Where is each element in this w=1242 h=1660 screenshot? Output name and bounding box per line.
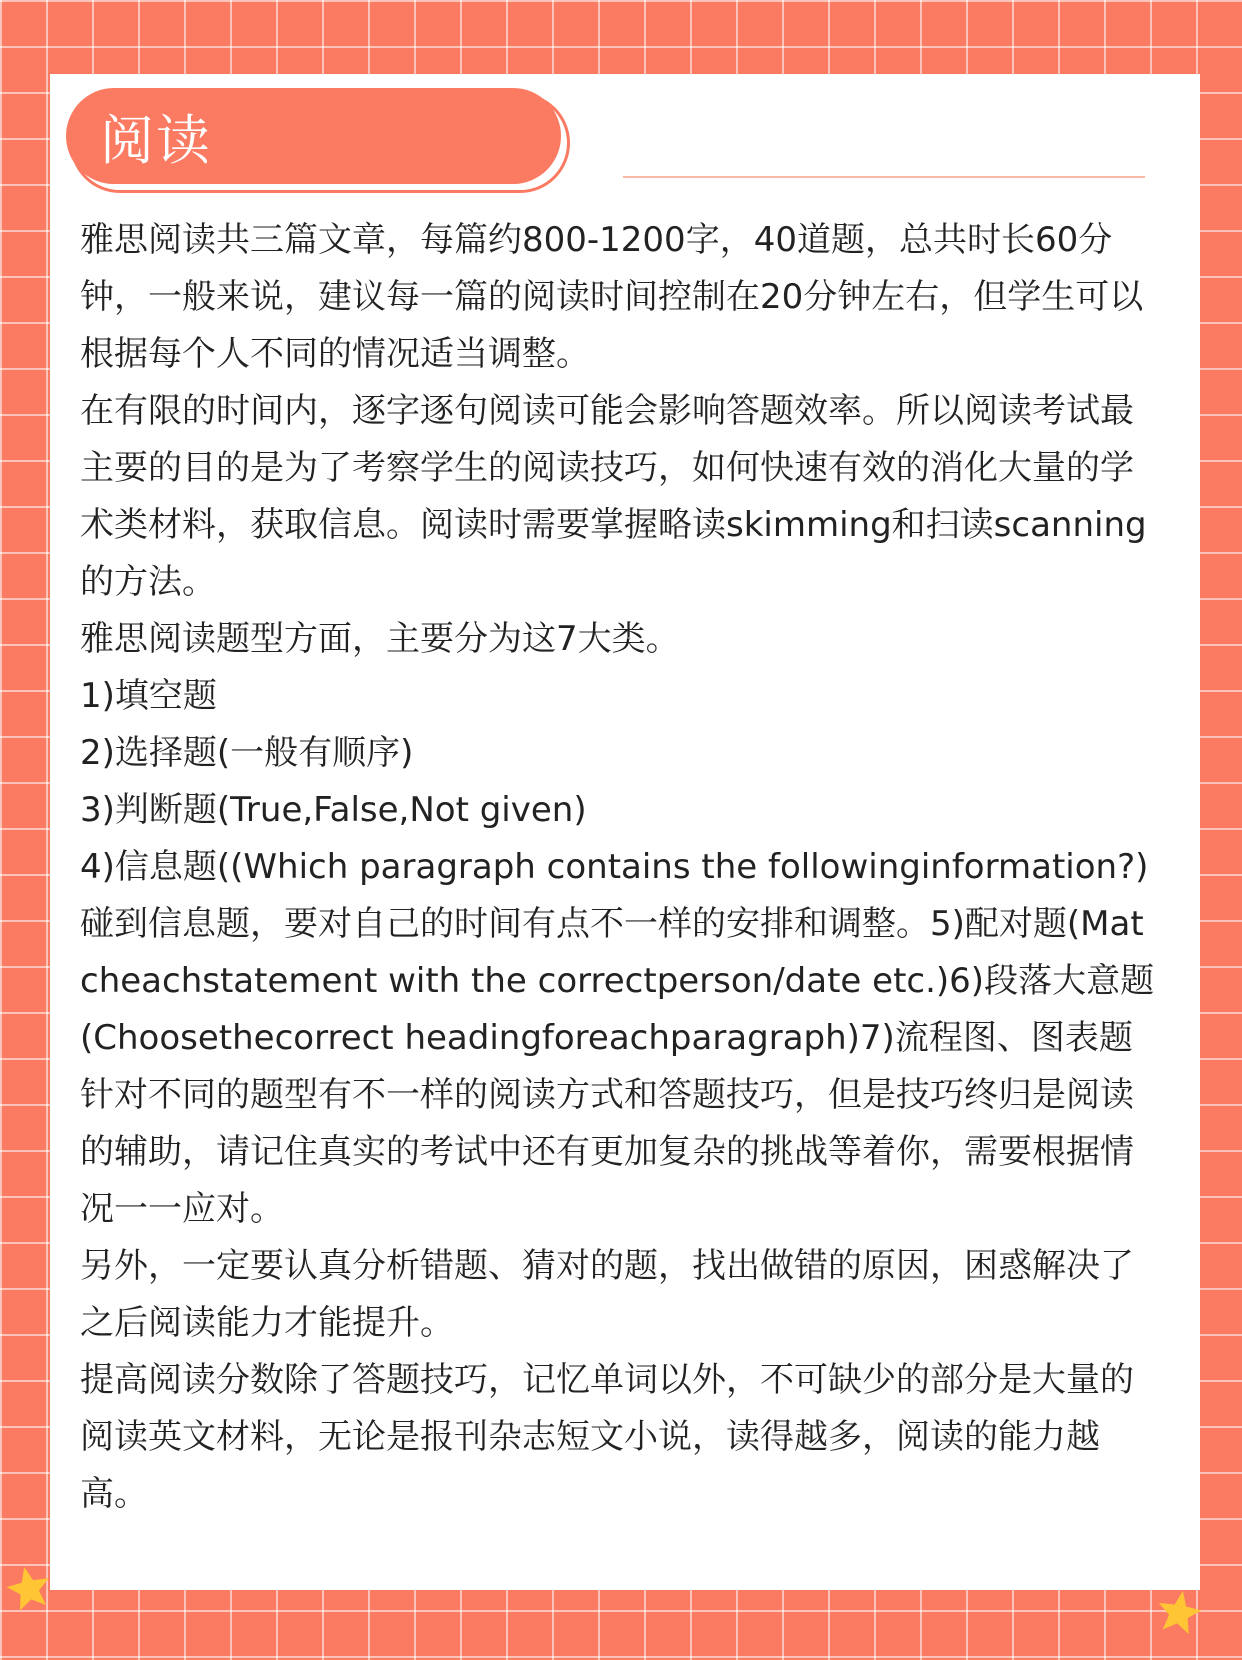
paragraph: 在有限的时间内，逐字逐句阅读可能会影响答题效率。所以阅读考试最主要的目的是为了考察学生的阅读技巧，如何快速有效的消化大量的学术类材料，获取信息。阅读时需要掌握略读skimming和扫读scanning的方法。 [80,391,1147,602]
paragraph: 另外，一定要认真分析错题、猜对的题，找出做错的原因，困惑解决了之后阅读能力才能提升。 [80,1246,1134,1343]
list-item: 2)选择题(一般有顺序) [80,733,414,773]
paragraph: 雅思阅读共三篇文章，每篇约800-1200字，40道题，总共时长60分钟，一般来说，建议每一篇的阅读时间控制在20分钟左右，但学生可以根据每个人不同的情况适当调整。 [80,220,1144,374]
article-body [80,212,1160,1523]
section-title-pill [66,88,561,184]
list-item: 3)判断题(True,False,Not given) [80,790,587,830]
paragraph: 雅思阅读题型方面，主要分为这7大类。 [80,619,680,659]
section-title: 阅读 [100,108,212,172]
list-item: 1)填空题 [80,676,217,716]
star-icon [1152,1586,1206,1640]
star-icon [2,1562,56,1616]
title-divider [623,176,1145,178]
list-item: 4)信息题((Which paragraph contains the followinginformation?)碰到信息题，要对自己的时间有点不一样的安排和调整。5)配对题(Matcheachstatement with the correctperson/date etc.)6)段落大意题(Choosethecorrect headingforeachparagraph)7)流程图、图表题 [80,847,1155,1058]
paragraph: 针对不同的题型有不一样的阅读方式和答题技巧，但是技巧终归是阅读的辅助，请记住真实的考试中还有更加复杂的挑战等着你，需要根据情况一一应对。 [80,1075,1134,1229]
paragraph: 提高阅读分数除了答题技巧，记忆单词以外，不可缺少的部分是大量的阅读英文材料，无论是报刊杂志短文小说，读得越多，阅读的能力越高。 [80,1360,1134,1514]
